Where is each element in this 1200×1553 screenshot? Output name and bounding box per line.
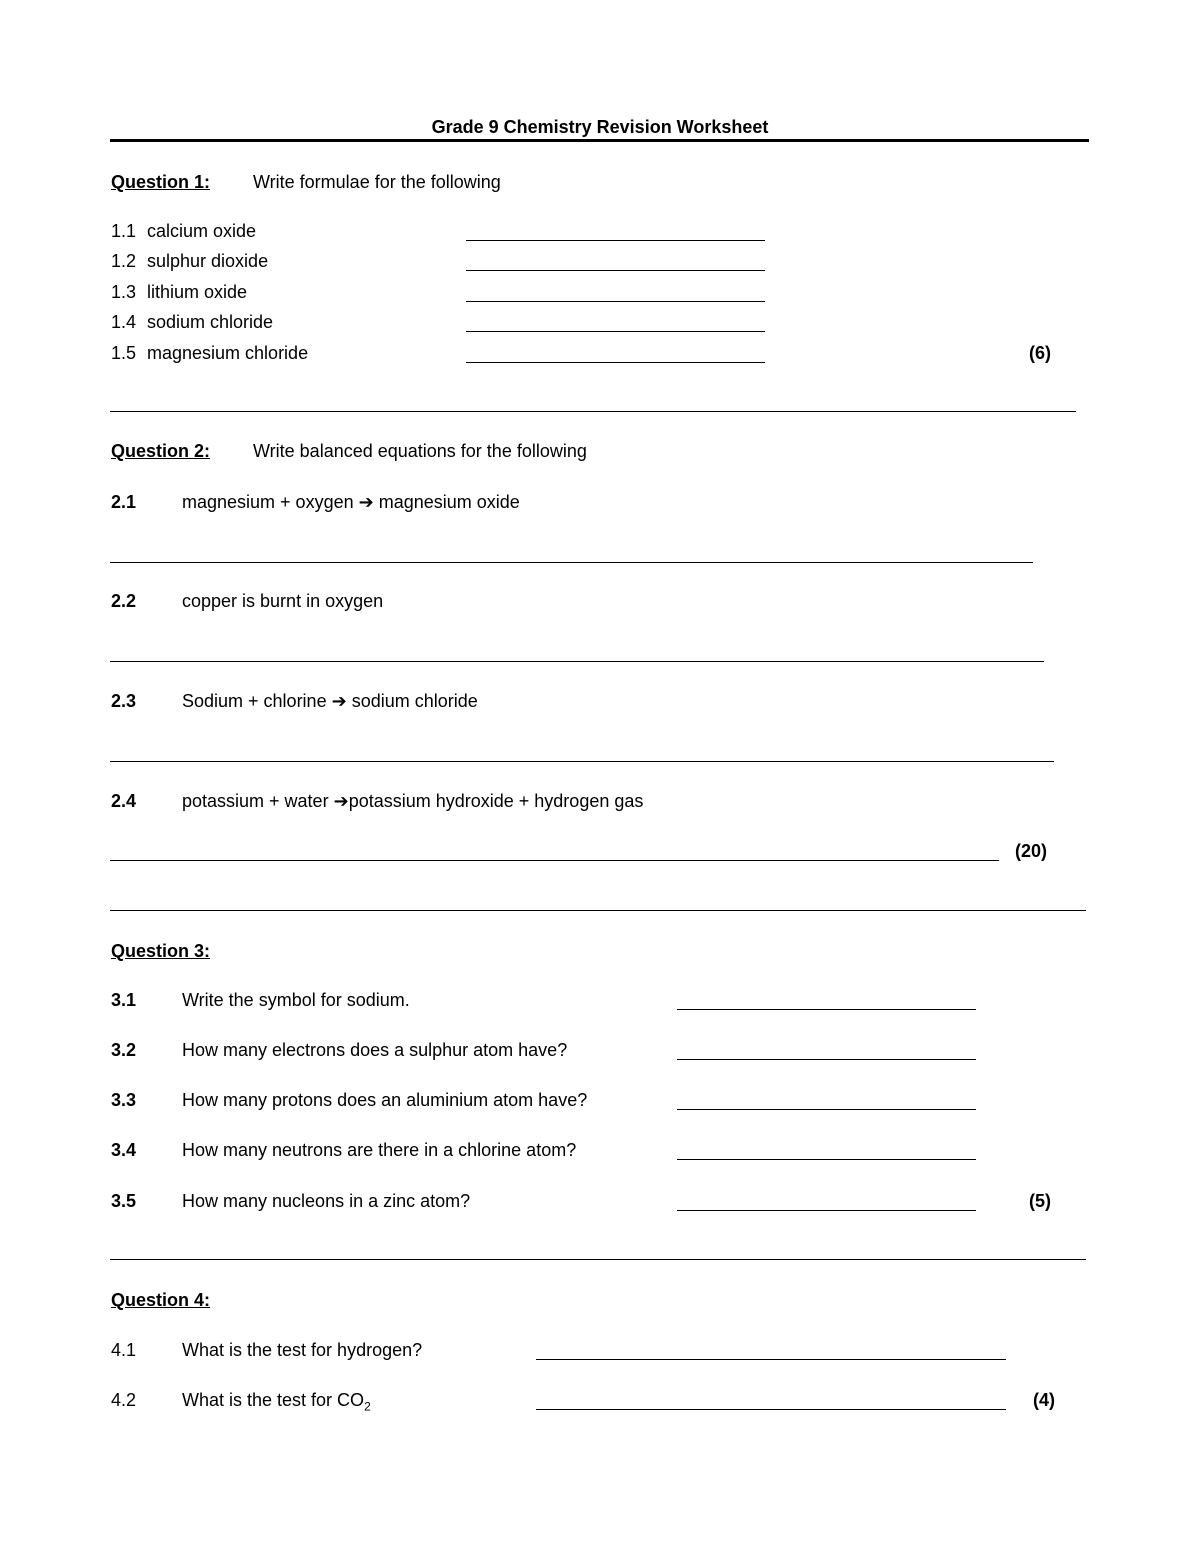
- item-4-2-question: What is the test for CO: [182, 1390, 365, 1410]
- question-2-heading: Question 2:: [111, 441, 211, 461]
- question-3-marks: (5): [1029, 1191, 1051, 1211]
- item-3-5-number: 3.5: [111, 1191, 137, 1211]
- item-1-2-number: 1.2: [111, 251, 137, 271]
- item-1-4-number: 1.4: [111, 312, 137, 332]
- item-2-3-number: 2.3: [111, 691, 137, 711]
- item-2-3-products: sodium chloride: [351, 691, 478, 711]
- item-3-2-number: 3.2: [111, 1040, 137, 1060]
- question-2-marks: (20): [1015, 841, 1048, 861]
- item-1-1-text: calcium oxide: [147, 221, 257, 241]
- item-2-4-reactants: potassium + water: [182, 791, 329, 811]
- item-3-1-number: 3.1: [111, 990, 137, 1010]
- item-1-2-text: sulphur dioxide: [147, 251, 269, 271]
- worksheet-title: Grade 9 Chemistry Revision Worksheet: [431, 117, 769, 137]
- answer-line-4-2[interactable]: [536, 1409, 1006, 1410]
- question-1-marks: (6): [1029, 343, 1051, 363]
- item-4-1-number: 4.1: [111, 1340, 137, 1360]
- item-3-3-text: How many protons does an aluminium atom have?: [182, 1090, 588, 1110]
- item-2-4-products: potassium hydroxide + hydrogen gas: [348, 791, 644, 811]
- item-1-3-number: 1.3: [111, 282, 137, 302]
- item-4-2-number: 4.2: [111, 1390, 137, 1410]
- answer-line-4-1[interactable]: [536, 1359, 1006, 1360]
- section-divider-2: [110, 910, 1086, 911]
- item-2-4-equation: [182, 790, 643, 812]
- co2-subscript: 2: [364, 1399, 371, 1414]
- item-2-3-equation: [182, 690, 478, 712]
- answer-line-3-5[interactable]: [677, 1210, 976, 1211]
- item-1-5-number: 1.5: [111, 343, 137, 363]
- question-1-heading: Question 1:: [111, 172, 211, 192]
- answer-line-1-5[interactable]: [466, 362, 765, 363]
- item-2-4-number: 2.4: [111, 791, 137, 811]
- answer-line-3-3[interactable]: [677, 1109, 976, 1110]
- item-2-1-equation: [182, 491, 520, 513]
- title-underline: [110, 139, 1089, 142]
- item-2-2-number: 2.2: [111, 591, 137, 611]
- item-4-1-text: What is the test for hydrogen?: [182, 1340, 423, 1360]
- reaction-arrow-icon: ➔: [333, 791, 349, 811]
- answer-line-2-4[interactable]: [110, 860, 999, 861]
- answer-line-2-2[interactable]: [110, 661, 1044, 662]
- section-divider-1: [110, 411, 1076, 412]
- section-divider-3: [110, 1259, 1086, 1260]
- item-3-5-text: How many nucleons in a zinc atom?: [182, 1191, 471, 1211]
- question-4-marks: (4): [1033, 1390, 1055, 1410]
- reaction-arrow-icon: ➔: [331, 691, 347, 711]
- item-2-2-text: copper is burnt in oxygen: [182, 591, 384, 611]
- answer-line-1-3[interactable]: [466, 301, 765, 302]
- item-3-2-text: How many electrons does a sulphur atom have?: [182, 1040, 568, 1060]
- item-3-4-number: 3.4: [111, 1140, 137, 1160]
- answer-line-2-1[interactable]: [110, 562, 1033, 563]
- answer-line-3-4[interactable]: [677, 1159, 976, 1160]
- question-3-heading: Question 3:: [111, 941, 211, 961]
- reaction-arrow-icon: ➔: [358, 492, 374, 512]
- item-1-5-text: magnesium chloride: [147, 343, 309, 363]
- item-3-4-text: How many neutrons are there in a chlorine atom?: [182, 1140, 577, 1160]
- item-2-3-reactants: Sodium + chlorine: [182, 691, 327, 711]
- answer-line-1-4[interactable]: [466, 331, 765, 332]
- item-1-3-text: lithium oxide: [147, 282, 248, 302]
- question-4-heading: Question 4:: [111, 1290, 211, 1310]
- item-4-2-text: [182, 1389, 371, 1418]
- item-1-4-text: sodium chloride: [147, 312, 274, 332]
- answer-line-3-1[interactable]: [677, 1009, 976, 1010]
- item-3-1-text: Write the symbol for sodium.: [182, 990, 410, 1010]
- answer-line-2-3[interactable]: [110, 761, 1054, 762]
- answer-line-3-2[interactable]: [677, 1059, 976, 1060]
- question-1-instruction: Write formulae for the following: [253, 172, 501, 192]
- item-3-3-number: 3.3: [111, 1090, 137, 1110]
- item-2-1-number: 2.1: [111, 492, 137, 512]
- question-2-instruction: Write balanced equations for the following: [253, 441, 587, 461]
- answer-line-1-2[interactable]: [466, 270, 765, 271]
- item-2-1-reactants: magnesium + oxygen: [182, 492, 354, 512]
- item-1-1-number: 1.1: [111, 221, 137, 241]
- item-2-1-products: magnesium oxide: [378, 492, 520, 512]
- answer-line-1-1[interactable]: [466, 240, 765, 241]
